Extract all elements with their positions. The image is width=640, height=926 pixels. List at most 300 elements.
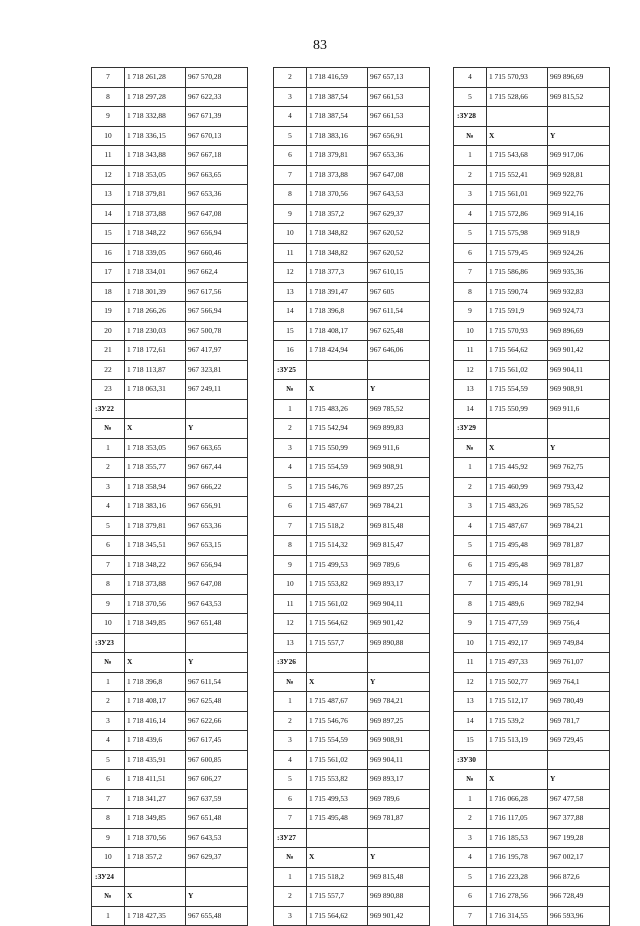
cell-y: 967 500,78 (186, 321, 248, 341)
table-row (454, 341, 610, 361)
cell-y: 969 890,88 (368, 633, 430, 653)
table-row (454, 224, 610, 244)
cell-x: 1 716 195,78 (487, 848, 548, 868)
header-y: Y (368, 848, 430, 868)
cell-x: 1 715 495,48 (307, 809, 368, 829)
table-row (92, 282, 248, 302)
table-row (92, 87, 248, 107)
cell-x: 1 716 066,28 (487, 789, 548, 809)
cell-x: 1 718 336,15 (125, 126, 186, 146)
cell-y: 969 781,87 (368, 809, 430, 829)
cell-number: 5 (92, 750, 125, 770)
cell-y: 969 781,87 (548, 555, 610, 575)
cell-x: 1 715 546,76 (307, 711, 368, 731)
header-y: Y (548, 770, 610, 790)
empty-cell (548, 419, 610, 439)
cell-x: 1 718 396,8 (125, 672, 186, 692)
table-row (274, 731, 430, 751)
cell-x: 1 715 539,2 (487, 711, 548, 731)
table-row (274, 770, 430, 790)
table-header-row (274, 848, 430, 868)
cell-x: 1 718 408,17 (307, 321, 368, 341)
cell-y: 967 199,28 (548, 828, 610, 848)
cell-x: 1 718 353,05 (125, 438, 186, 458)
cell-y: 969 756,4 (548, 614, 610, 634)
cell-y: 969 901,42 (548, 341, 610, 361)
cell-number: 11 (454, 653, 487, 673)
header-y: Y (186, 653, 248, 673)
cell-y: 967 643,53 (368, 185, 430, 205)
cell-number: 4 (274, 107, 307, 127)
table-row (454, 497, 610, 517)
cell-y: 967 653,36 (186, 185, 248, 205)
cell-x: 1 715 502,77 (487, 672, 548, 692)
cell-number: 7 (274, 809, 307, 829)
header-y: Y (368, 672, 430, 692)
cell-y: 967 656,91 (186, 497, 248, 517)
cell-x: 1 715 542,94 (307, 419, 368, 439)
cell-number: 23 (92, 380, 125, 400)
cell-x: 1 718 387,54 (307, 107, 368, 127)
coordinates-table-middle (273, 67, 430, 926)
table-row (454, 575, 610, 595)
cell-y: 967 629,37 (186, 848, 248, 868)
header-x: X (487, 770, 548, 790)
cell-x: 1 715 528,66 (487, 87, 548, 107)
cell-x: 1 715 572,86 (487, 204, 548, 224)
cell-number: 20 (92, 321, 125, 341)
plot-title-row (274, 653, 430, 673)
cell-x: 1 715 445,92 (487, 458, 548, 478)
table-row (454, 458, 610, 478)
header-number: № (454, 126, 487, 146)
cell-y: 967 566,94 (186, 302, 248, 322)
table-row (92, 711, 248, 731)
table-row (92, 438, 248, 458)
cell-x: 1 718 435,91 (125, 750, 186, 770)
cell-number: 8 (454, 594, 487, 614)
cell-x: 1 718 345,51 (125, 536, 186, 556)
cell-number: 10 (274, 224, 307, 244)
cell-number: 1 (274, 867, 307, 887)
table-row (274, 399, 430, 419)
cell-y: 967 611,54 (186, 672, 248, 692)
cell-number: 8 (92, 87, 125, 107)
table-row (274, 263, 430, 283)
cell-number: 10 (92, 614, 125, 634)
plot-title: :ЗУ28 (454, 107, 487, 127)
cell-y: 969 924,73 (548, 302, 610, 322)
cell-number: 4 (92, 497, 125, 517)
coordinates-table-right (453, 67, 610, 926)
cell-x: 1 718 373,88 (125, 204, 186, 224)
cell-y: 967 570,28 (186, 68, 248, 88)
header-x: X (307, 672, 368, 692)
cell-number: 16 (274, 341, 307, 361)
cell-y: 967 617,56 (186, 282, 248, 302)
empty-cell (307, 828, 368, 848)
cell-y: 969 815,47 (368, 536, 430, 556)
cell-y: 969 924,26 (548, 243, 610, 263)
cell-y: 967 377,88 (548, 809, 610, 829)
table-row (454, 789, 610, 809)
table-row (92, 536, 248, 556)
coordinates-table-left (91, 67, 248, 926)
cell-x: 1 715 550,99 (487, 399, 548, 419)
cell-number: 12 (92, 165, 125, 185)
cell-y: 969 935,36 (548, 263, 610, 283)
table-row (274, 302, 430, 322)
cell-x: 1 718 349,85 (125, 809, 186, 829)
cell-y: 967 620,52 (368, 224, 430, 244)
cell-y: 969 932,83 (548, 282, 610, 302)
cell-y: 966 593,96 (548, 906, 610, 926)
cell-x: 1 715 575,98 (487, 224, 548, 244)
cell-number: 9 (274, 204, 307, 224)
cell-x: 1 718 348,22 (125, 555, 186, 575)
empty-cell (307, 360, 368, 380)
cell-y: 969 784,21 (368, 692, 430, 712)
cell-number: 8 (454, 282, 487, 302)
table-row (92, 692, 248, 712)
table-row (274, 497, 430, 517)
cell-y: 969 781,7 (548, 711, 610, 731)
cell-number: 7 (454, 906, 487, 926)
table-row (454, 380, 610, 400)
table-row (454, 263, 610, 283)
table-row (274, 887, 430, 907)
cell-number: 1 (274, 399, 307, 419)
table-row (454, 809, 610, 829)
cell-x: 1 718 113,87 (125, 360, 186, 380)
table-row (92, 165, 248, 185)
cell-number: 7 (92, 68, 125, 88)
header-y: Y (368, 380, 430, 400)
cell-x: 1 715 554,59 (307, 458, 368, 478)
table-row (274, 575, 430, 595)
cell-number: 4 (454, 204, 487, 224)
header-x: X (307, 380, 368, 400)
cell-y: 967 647,08 (186, 575, 248, 595)
cell-number: 2 (454, 809, 487, 829)
cell-x: 1 718 416,14 (125, 711, 186, 731)
cell-x: 1 718 353,05 (125, 165, 186, 185)
cell-number: 1 (92, 438, 125, 458)
table-row (92, 224, 248, 244)
plot-title-row (274, 360, 430, 380)
table-row (274, 614, 430, 634)
cell-x: 1 718 379,81 (125, 516, 186, 536)
cell-number: 7 (92, 555, 125, 575)
plot-title-row (92, 867, 248, 887)
cell-number: 6 (92, 536, 125, 556)
cell-x: 1 718 357,2 (307, 204, 368, 224)
table-row (274, 536, 430, 556)
table-row (92, 380, 248, 400)
cell-number: 21 (92, 341, 125, 361)
cell-number: 10 (454, 321, 487, 341)
cell-y: 969 815,48 (368, 516, 430, 536)
cell-number: 13 (274, 282, 307, 302)
cell-y: 967 661,53 (368, 107, 430, 127)
cell-y: 967 643,53 (186, 828, 248, 848)
table-row (92, 360, 248, 380)
cell-x: 1 715 591,9 (487, 302, 548, 322)
cell-y: 969 782,94 (548, 594, 610, 614)
cell-x: 1 715 514,32 (307, 536, 368, 556)
table-row (454, 887, 610, 907)
table-header-row (454, 770, 610, 790)
cell-y: 967 653,36 (368, 146, 430, 166)
cell-number: 12 (454, 360, 487, 380)
table-row (274, 594, 430, 614)
header-x: X (125, 419, 186, 439)
cell-number: 16 (92, 243, 125, 263)
cell-x: 1 715 483,26 (307, 399, 368, 419)
cell-number: 18 (92, 282, 125, 302)
cell-x: 1 716 223,28 (487, 867, 548, 887)
cell-number: 5 (274, 477, 307, 497)
cell-number: 6 (454, 555, 487, 575)
cell-x: 1 718 387,54 (307, 87, 368, 107)
cell-number: 19 (92, 302, 125, 322)
cell-number: 9 (274, 555, 307, 575)
cell-number: 7 (274, 516, 307, 536)
cell-y: 969 911,6 (548, 399, 610, 419)
cell-x: 1 715 554,59 (487, 380, 548, 400)
table-row (454, 711, 610, 731)
cell-y: 967 646,06 (368, 341, 430, 361)
header-y: Y (548, 126, 610, 146)
cell-number: 14 (92, 204, 125, 224)
table-row (92, 477, 248, 497)
cell-x: 1 715 579,45 (487, 243, 548, 263)
cell-x: 1 715 492,17 (487, 633, 548, 653)
cell-y: 966 872,6 (548, 867, 610, 887)
table-row (454, 165, 610, 185)
table-row (274, 68, 430, 88)
cell-x: 1 718 297,28 (125, 87, 186, 107)
cell-x: 1 715 553,82 (307, 770, 368, 790)
cell-y: 969 901,42 (368, 614, 430, 634)
cell-y: 967 656,94 (186, 224, 248, 244)
table-row (92, 750, 248, 770)
empty-cell (368, 360, 430, 380)
cell-y: 967 610,15 (368, 263, 430, 283)
plot-title: :ЗУ27 (274, 828, 307, 848)
cell-y: 969 897,25 (368, 711, 430, 731)
cell-x: 1 715 487,67 (307, 497, 368, 517)
table-row (274, 516, 430, 536)
cell-y: 967 661,53 (368, 87, 430, 107)
table-row (274, 458, 430, 478)
table-row (92, 672, 248, 692)
cell-number: 13 (454, 380, 487, 400)
cell-x: 1 718 341,27 (125, 789, 186, 809)
table-row (92, 302, 248, 322)
cell-y: 967 667,44 (186, 458, 248, 478)
table-row (274, 789, 430, 809)
cell-x: 1 715 487,67 (487, 516, 548, 536)
cell-y: 967 600,85 (186, 750, 248, 770)
cell-y: 967 647,08 (186, 204, 248, 224)
empty-cell (307, 653, 368, 673)
cell-x: 1 715 586,86 (487, 263, 548, 283)
table-row (92, 321, 248, 341)
table-header-row (92, 653, 248, 673)
cell-x: 1 715 499,53 (307, 789, 368, 809)
cell-y: 969 908,91 (368, 731, 430, 751)
coordinates-table (273, 67, 430, 926)
cell-number: 5 (454, 536, 487, 556)
table-row (92, 575, 248, 595)
empty-cell (548, 750, 610, 770)
cell-number: 6 (274, 789, 307, 809)
cell-number: 4 (274, 458, 307, 478)
table-row (454, 867, 610, 887)
cell-x: 1 715 495,14 (487, 575, 548, 595)
cell-y: 967 671,39 (186, 107, 248, 127)
cell-x: 1 715 550,99 (307, 438, 368, 458)
cell-x: 1 718 301,39 (125, 282, 186, 302)
table-header-row (92, 887, 248, 907)
header-number: № (92, 887, 125, 907)
cell-y: 967 656,94 (186, 555, 248, 575)
cell-number: 3 (454, 497, 487, 517)
table-row (92, 126, 248, 146)
cell-number: 8 (274, 185, 307, 205)
cell-y: 969 789,6 (368, 789, 430, 809)
table-row (274, 282, 430, 302)
table-row (274, 555, 430, 575)
cell-x: 1 718 348,82 (307, 224, 368, 244)
cell-y: 967 651,48 (186, 809, 248, 829)
table-row (454, 848, 610, 868)
table-row (454, 731, 610, 751)
cell-number: 10 (92, 848, 125, 868)
cell-x: 1 718 373,88 (125, 575, 186, 595)
cell-number: 2 (454, 165, 487, 185)
table-header-row (274, 380, 430, 400)
cell-x: 1 718 379,81 (307, 146, 368, 166)
cell-y: 969 784,21 (368, 497, 430, 517)
cell-number: 13 (454, 692, 487, 712)
cell-y: 967 629,37 (368, 204, 430, 224)
table-row (92, 107, 248, 127)
cell-y: 967 656,91 (368, 126, 430, 146)
table-row (454, 692, 610, 712)
cell-y: 967 617,45 (186, 731, 248, 751)
table-row (274, 126, 430, 146)
empty-cell (186, 399, 248, 419)
cell-y: 967 663,65 (186, 438, 248, 458)
table-row (454, 555, 610, 575)
plot-title: :ЗУ30 (454, 750, 487, 770)
cell-x: 1 718 358,94 (125, 477, 186, 497)
cell-x: 1 715 495,48 (487, 555, 548, 575)
table-row (92, 68, 248, 88)
cell-x: 1 718 230,03 (125, 321, 186, 341)
table-row (274, 906, 430, 926)
table-row (274, 341, 430, 361)
cell-number: 3 (454, 828, 487, 848)
cell-x: 1 715 564,62 (307, 906, 368, 926)
cell-y: 967 622,33 (186, 87, 248, 107)
table-row (92, 906, 248, 926)
table-row (454, 204, 610, 224)
cell-y: 967 653,15 (186, 536, 248, 556)
cell-number: 1 (92, 906, 125, 926)
table-row (274, 750, 430, 770)
cell-x: 1 715 590,74 (487, 282, 548, 302)
table-row (92, 828, 248, 848)
cell-x: 1 718 266,26 (125, 302, 186, 322)
cell-number: 9 (92, 828, 125, 848)
cell-number: 17 (92, 263, 125, 283)
cell-y: 967 643,53 (186, 594, 248, 614)
cell-x: 1 716 185,53 (487, 828, 548, 848)
table-row (92, 809, 248, 829)
table-row (454, 594, 610, 614)
cell-x: 1 718 343,88 (125, 146, 186, 166)
cell-number: 12 (274, 614, 307, 634)
cell-y: 969 785,52 (368, 399, 430, 419)
header-y: Y (548, 438, 610, 458)
cell-y: 967 667,18 (186, 146, 248, 166)
cell-number: 8 (274, 536, 307, 556)
cell-y: 969 904,11 (548, 360, 610, 380)
table-row (454, 633, 610, 653)
cell-y: 967 670,13 (186, 126, 248, 146)
cell-number: 9 (454, 614, 487, 634)
cell-x: 1 716 314,55 (487, 906, 548, 926)
table-row (274, 204, 430, 224)
cell-y: 969 784,21 (548, 516, 610, 536)
cell-y: 969 781,91 (548, 575, 610, 595)
cell-number: 6 (274, 497, 307, 517)
cell-y: 969 893,17 (368, 770, 430, 790)
cell-y: 969 917,06 (548, 146, 610, 166)
table-row (92, 770, 248, 790)
empty-cell (487, 107, 548, 127)
table-row (454, 906, 610, 926)
cell-number: 7 (454, 575, 487, 595)
table-header-row (454, 126, 610, 146)
cell-y: 967 637,59 (186, 789, 248, 809)
table-row (274, 321, 430, 341)
cell-number: 6 (274, 146, 307, 166)
cell-number: 9 (92, 107, 125, 127)
cell-x: 1 718 383,16 (307, 126, 368, 146)
header-number: № (454, 438, 487, 458)
cell-number: 6 (454, 243, 487, 263)
cell-y: 969 928,81 (548, 165, 610, 185)
table-row (454, 477, 610, 497)
cell-number: 2 (274, 711, 307, 731)
cell-y: 967 477,58 (548, 789, 610, 809)
cell-number: 10 (92, 126, 125, 146)
cell-number: 3 (274, 906, 307, 926)
cell-y: 969 897,25 (368, 477, 430, 497)
cell-x: 1 716 117,05 (487, 809, 548, 829)
cell-x: 1 715 561,02 (487, 360, 548, 380)
cell-y: 969 908,91 (368, 458, 430, 478)
cell-y: 969 729,45 (548, 731, 610, 751)
plot-title: :ЗУ22 (92, 399, 125, 419)
header-number: № (274, 848, 307, 868)
empty-cell (125, 867, 186, 887)
cell-number: 3 (92, 711, 125, 731)
